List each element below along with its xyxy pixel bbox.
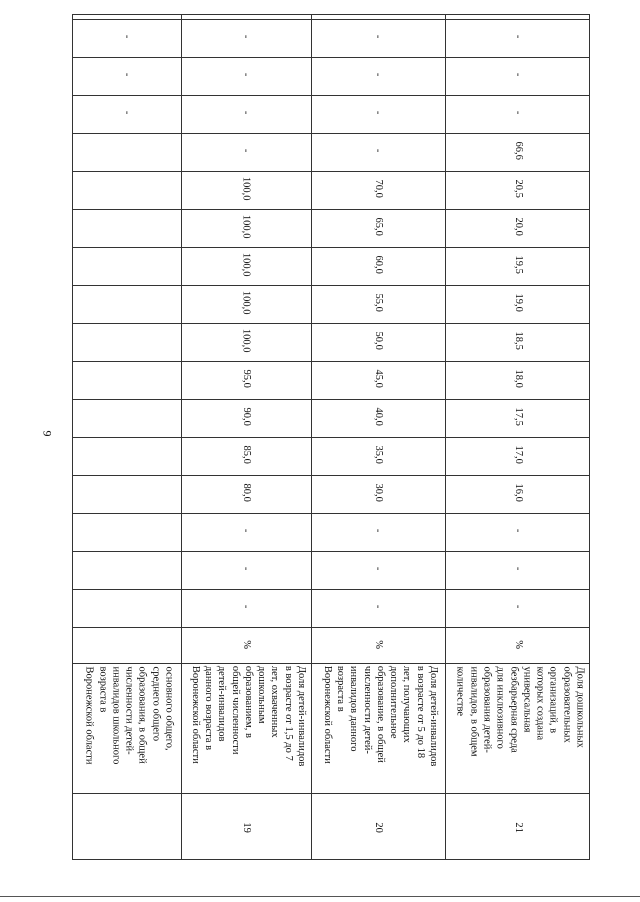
value-cell: 100,0 — [240, 252, 252, 276]
grid-line-horizontal — [73, 285, 589, 286]
value-cell: - — [512, 566, 524, 570]
value-cell: 17,0 — [512, 444, 524, 464]
grid-line-horizontal — [73, 323, 589, 324]
value-cell: - — [372, 110, 384, 114]
value-cell: 85,0 — [240, 444, 252, 464]
grid-line-horizontal — [73, 793, 589, 794]
page-number: 9 — [40, 430, 55, 437]
value-cell: 60,0 — [372, 254, 384, 274]
grid-line-vertical — [311, 15, 312, 859]
value-cell: 35,0 — [372, 444, 384, 464]
grid-line-horizontal — [73, 663, 589, 664]
grid-line-horizontal — [73, 513, 589, 514]
value-cell: 17,5 — [512, 406, 524, 426]
value-cell: 80,0 — [240, 482, 252, 502]
value-cell: - — [240, 148, 252, 152]
description-line: Доля дошкольных — [574, 665, 586, 748]
description-line: инвалидов, в общем — [468, 665, 480, 757]
description-line: дополнительное — [387, 665, 399, 739]
page-bottom-rule — [0, 896, 640, 897]
value-cell: - — [512, 110, 524, 114]
value-cell: - — [240, 110, 252, 114]
description-line: Воронежской области — [83, 666, 95, 764]
description-line: лет, получающих — [401, 665, 413, 743]
description-line: универсальная — [521, 665, 533, 732]
grid-line-horizontal — [73, 247, 589, 248]
value-cell: 19,0 — [512, 292, 524, 312]
description-line: численности детей- — [123, 666, 135, 755]
value-cell: 66,6 — [512, 140, 524, 160]
indicator-description — [188, 666, 308, 790]
grid-line-vertical — [445, 15, 446, 859]
value-cell: 100,0 — [240, 290, 252, 314]
value-cell: - — [372, 604, 384, 608]
description-line: образования детей- — [481, 665, 493, 753]
value-cell: - — [240, 566, 252, 570]
value-cell: 90,0 — [240, 406, 252, 426]
value-cell: 16,0 — [512, 482, 524, 502]
value-cell: 19,5 — [512, 254, 524, 274]
grid-line-horizontal — [73, 19, 589, 20]
description-line: которых создана — [534, 665, 546, 740]
indicator-description — [454, 666, 587, 790]
description-line: численности детей- — [361, 665, 373, 754]
grid-line-horizontal — [73, 57, 589, 58]
value-cell: - — [512, 604, 524, 608]
value-cell: - — [512, 528, 524, 532]
description-line: образованием, в — [242, 665, 254, 738]
value-cell: - — [240, 604, 252, 608]
description-line: Воронежской области — [321, 665, 333, 764]
row-number: 20 — [372, 821, 384, 833]
grid-line-horizontal — [73, 133, 589, 134]
grid-line-horizontal — [73, 209, 589, 210]
value-cell: 45,0 — [372, 368, 384, 388]
grid-line-horizontal — [73, 399, 589, 400]
value-cell: - — [372, 566, 384, 570]
description-line: в возрасте от 1,5 до 7 — [282, 665, 294, 761]
value-cell: 95,0 — [240, 368, 252, 388]
value-cell: - — [512, 72, 524, 76]
description-line: Доля детей-инвалидов — [427, 665, 439, 767]
value-cell: 30,0 — [372, 482, 384, 502]
description-line: в возрасте от 5 до 18 — [414, 665, 426, 759]
description-line: организаций, в — [547, 665, 559, 733]
value-cell: - — [372, 72, 384, 76]
grid-line-horizontal — [73, 627, 589, 628]
value-cell: 70,0 — [372, 178, 384, 198]
value-cell: - — [240, 72, 252, 76]
description-line: для инклюзивного — [494, 665, 506, 749]
description-line: Воронежской области — [189, 665, 201, 764]
value-cell: 18,0 — [512, 368, 524, 388]
grid-line-vertical — [181, 15, 182, 859]
unit-cell: % — [372, 639, 384, 649]
value-cell: 18,5 — [512, 330, 524, 350]
value-cell: - — [121, 34, 133, 38]
description-line: возраста в — [334, 665, 346, 712]
grid-line-horizontal — [73, 551, 589, 552]
grid-line-horizontal — [73, 95, 589, 96]
value-cell: - — [240, 34, 252, 38]
description-line: данного возраста в — [202, 665, 214, 751]
value-cell: 55,0 — [372, 292, 384, 312]
description-line: инвалидов школьного — [110, 666, 122, 764]
description-line: среднего общего — [150, 666, 162, 741]
value-cell: - — [372, 528, 384, 532]
value-cell: 100,0 — [240, 214, 252, 238]
description-line: основного общего, — [163, 666, 175, 751]
description-line: безбарьерная среда — [508, 665, 519, 753]
description-line: Доля детей-инвалидов — [295, 665, 307, 767]
grid-line-horizontal — [73, 589, 589, 590]
grid-line-horizontal — [73, 361, 589, 362]
grid-line-horizontal — [73, 437, 589, 438]
description-line: детей-инвалидов — [216, 665, 228, 742]
row-number: 19 — [240, 821, 252, 833]
value-cell: - — [121, 110, 133, 114]
value-cell: 50,0 — [372, 330, 384, 350]
value-cell: 40,0 — [372, 406, 384, 426]
value-cell: - — [240, 528, 252, 532]
row-number: 21 — [512, 821, 524, 833]
description-line: образования, в общей — [136, 666, 148, 764]
value-cell: - — [372, 148, 384, 152]
description-line: образование, в общей — [374, 665, 386, 763]
data-table — [72, 14, 590, 860]
value-cell: 100,0 — [240, 328, 252, 352]
value-cell: 20,0 — [512, 216, 524, 236]
grid-line-horizontal — [73, 171, 589, 172]
description-line: количестве — [454, 665, 466, 716]
indicator-description — [320, 666, 440, 790]
grid-line-horizontal — [73, 475, 589, 476]
value-cell: - — [512, 34, 524, 38]
description-line: общей численности — [229, 665, 241, 755]
value-cell: 100,0 — [240, 176, 252, 200]
description-line: дошкольным — [255, 665, 267, 724]
value-cell: - — [121, 72, 133, 76]
value-cell: - — [372, 34, 384, 38]
description-line: образовательных — [561, 665, 573, 743]
description-line: возраста в — [97, 666, 109, 712]
unit-cell: % — [240, 639, 252, 649]
value-cell: 65,0 — [372, 216, 384, 236]
unit-cell: % — [512, 639, 524, 649]
description-line: лет, охваченных — [269, 665, 281, 738]
value-cell: 20,5 — [512, 178, 524, 198]
indicator-description — [82, 666, 175, 790]
description-line: инвалидов данного — [348, 665, 360, 752]
